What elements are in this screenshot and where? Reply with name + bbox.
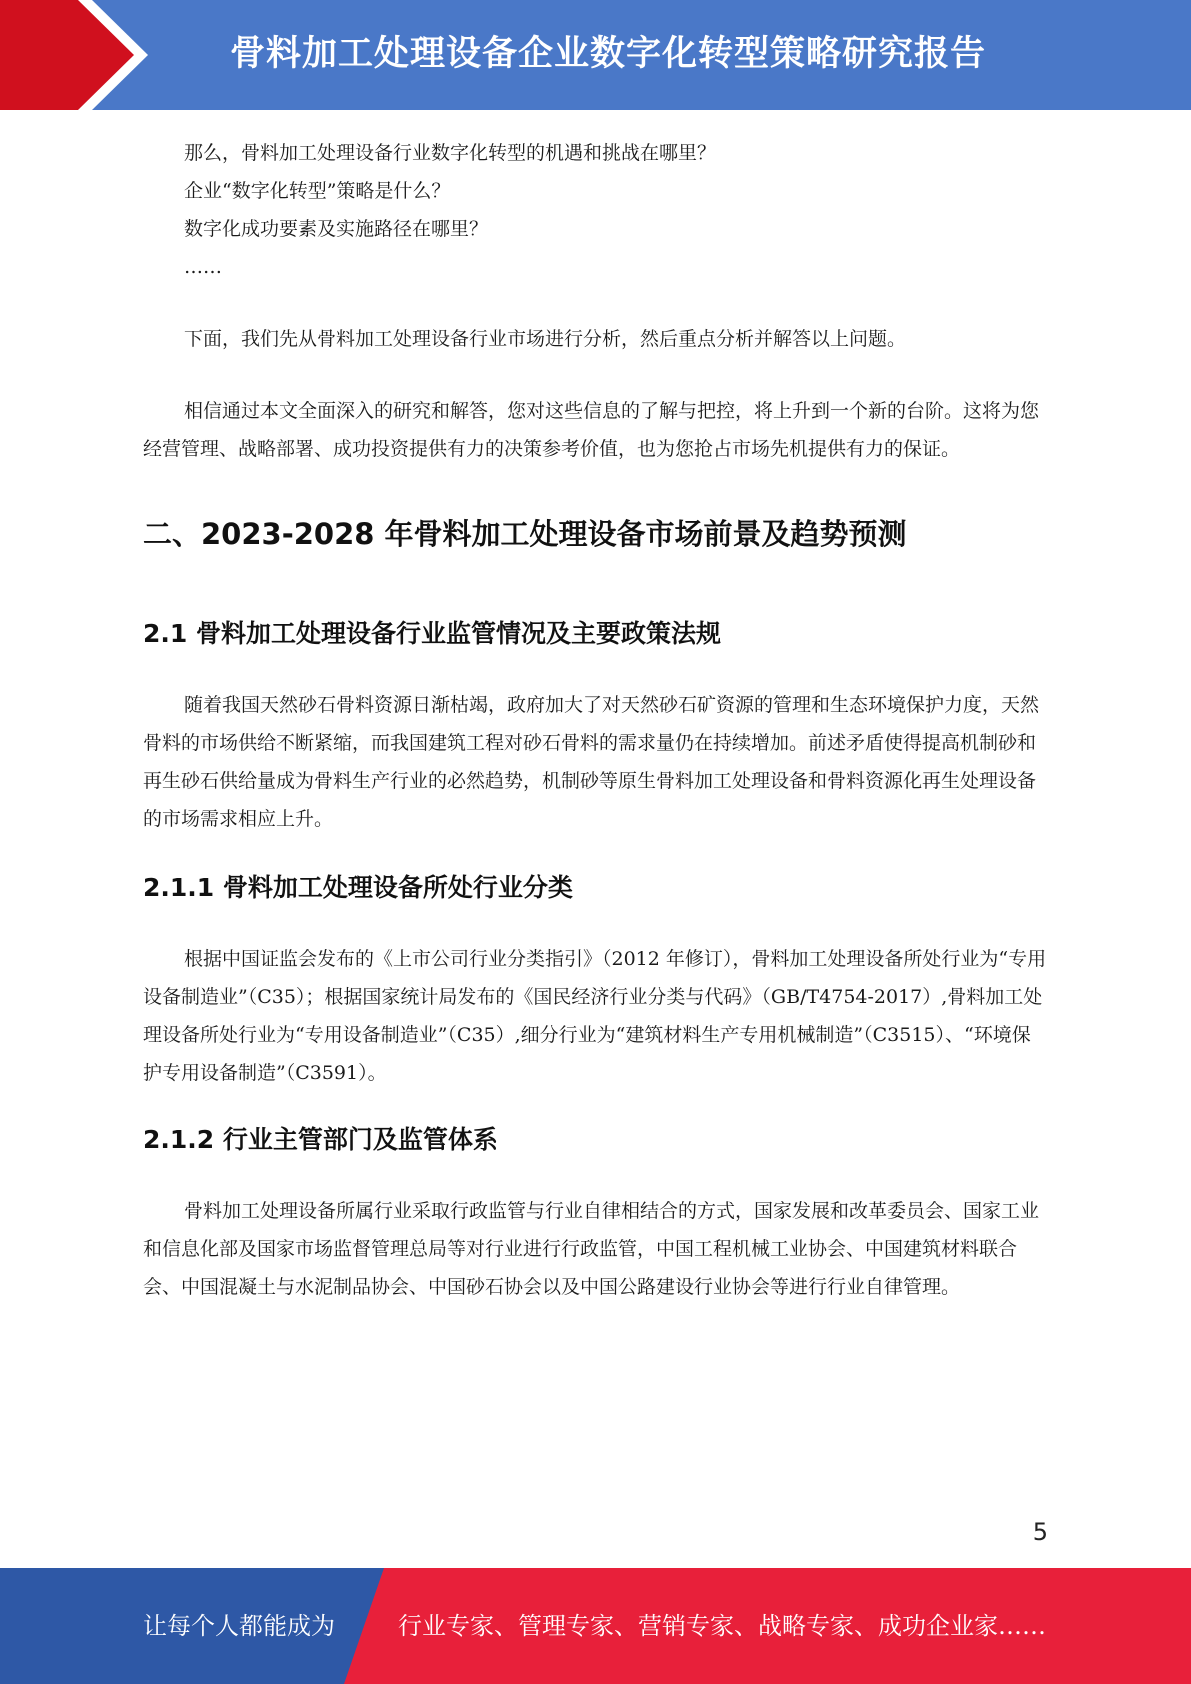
header-title: 骨料加工处理设备企业数字化转型策略研究报告 xyxy=(230,34,987,74)
section-2-1-2-body: 骨料加工处理设备所属行业采取行政监管与行业自律相结合的方式，国家发展和改革委员会、国家工业和信息化部及国家市场监督管理总局等对行业进行行政监管，中国工程机械工业协会、中国建筑材料联合会、中国混凝土与水泥制品协会、中国砂石协会以及中国公路建设行业协会等进行行业自律管理。 xyxy=(143,1200,1040,1298)
section-2-1-body: 随着我国天然砂石骨料资源日渐枯竭，政府加大了对天然砂石矿资源的管理和生态环境保护力度，天然骨料的市场供给不断紧缩，而我国建筑工程对砂石骨料的需求量仍在持续增加。前述矛盾使得提高机制砂和再生砂石供给量成为骨料生产行业的必然趋势，机制砂等原生骨料加工处理设备和骨料资源化再生处理设备的市场需求相应上升。 xyxy=(143,694,1040,830)
footer-slogan-left: 让每个人都能成为 xyxy=(143,1612,335,1640)
intro-question-3: 数字化成功要素及实施路径在哪里？ xyxy=(184,218,489,240)
intro-paragraph-1: 下面，我们先从骨料加工处理设备行业市场进行分析，然后重点分析并解答以上问题。 xyxy=(184,328,907,350)
section-heading-2: 二、2023-2028 年骨料加工处理设备市场前景及趋势预测 xyxy=(143,517,907,551)
intro-question-2: 企业“数字化转型”策略是什么？ xyxy=(184,180,451,202)
page-header xyxy=(0,0,1191,110)
footer-slogan-right: 行业专家、管理专家、营销专家、战略专家、成功企业家…… xyxy=(398,1612,1046,1640)
intro-ellipsis: …… xyxy=(184,256,222,278)
document-body xyxy=(143,134,1048,1306)
intro-question-1: 那么，骨料加工处理设备行业数字化转型的机遇和挑战在哪里？ xyxy=(184,142,717,164)
section-2-1-1-body: 根据中国证监会发布的《上市公司行业分类指引》（2012 年修订），骨料加工处理设备所处行业为“专用设备制造业”（C35）；根据国家统计局发布的《国民经济行业分类与代码》（GB/T4754-2017）,骨料加工处理设备所处行业为“专用设备制造业”（C35）,细分行业为“建筑材料生产专用机械制造”（C3515）、“环境保护专用设备制造”（C3591）。 xyxy=(143,948,1047,1084)
header-arrow-icon xyxy=(0,0,160,110)
intro-paragraph-2: 相信通过本文全面深入的研究和解答，您对这些信息的了解与把控，将上升到一个新的台阶。这将为您经营管理、战略部署、成功投资提供有力的决策参考价值，也为您抢占市场先机提供有力的保证。 xyxy=(143,400,1040,460)
section-heading-2-1-1: 2.1.1 骨料加工处理设备所处行业分类 xyxy=(143,873,573,902)
page-number: 5 xyxy=(1032,1518,1048,1546)
section-heading-2-1: 2.1 骨料加工处理设备行业监管情况及主要政策法规 xyxy=(143,619,721,648)
page-footer xyxy=(0,1568,1191,1684)
section-heading-2-1-2: 2.1.2 行业主管部门及监管体系 xyxy=(143,1125,498,1154)
